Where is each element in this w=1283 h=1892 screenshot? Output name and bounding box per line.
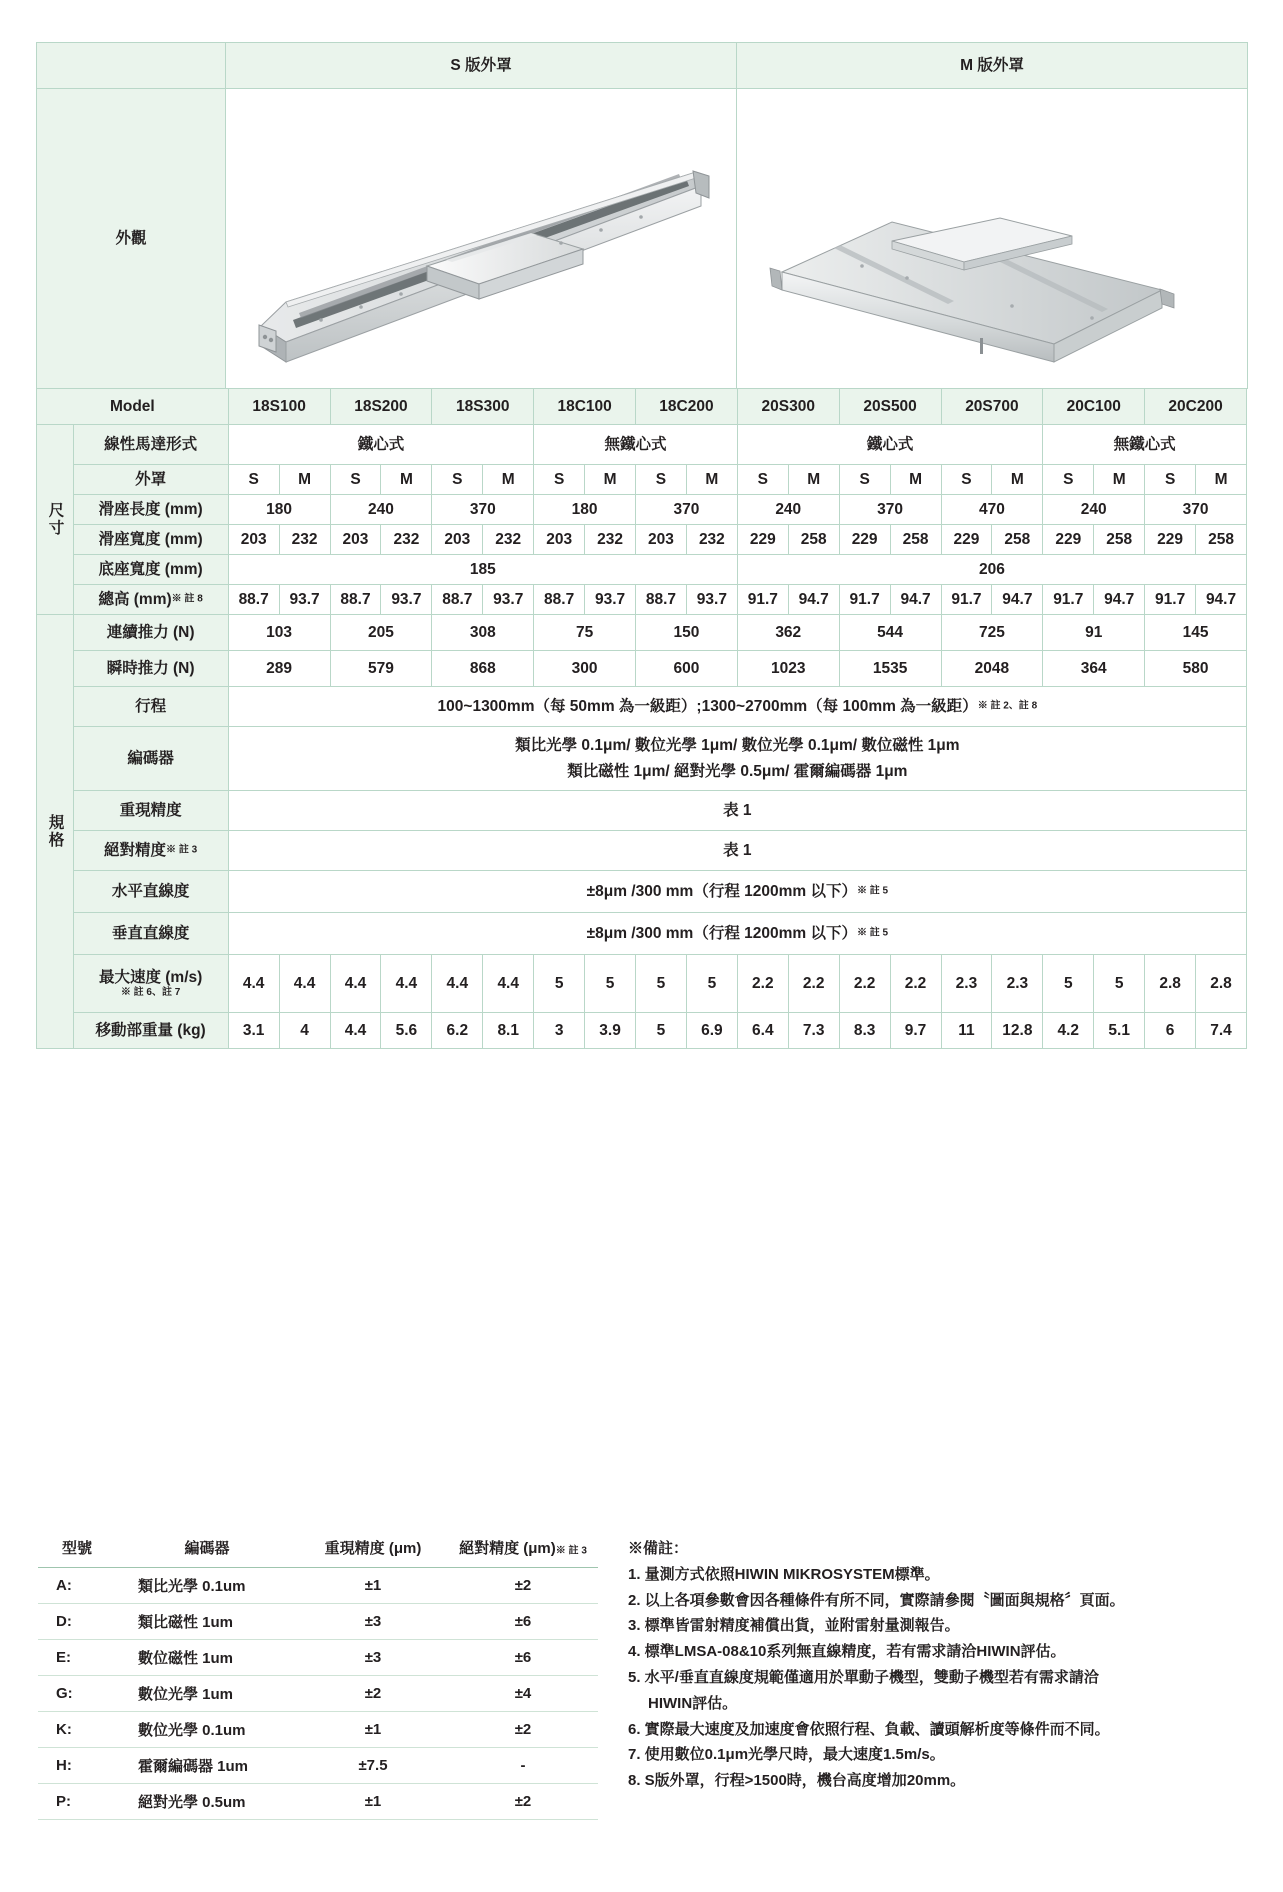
enc-code-2: E: <box>38 1640 116 1676</box>
enc-rep-1: ±3 <box>298 1604 448 1640</box>
moving-mass-5: 8.1 <box>483 1013 534 1049</box>
slider-width-19: 258 <box>1196 525 1247 555</box>
specification-table <box>36 388 1247 1049</box>
model-20S300: 20S300 <box>737 389 839 425</box>
row-label-moving-mass: 移動部重量 (kg) <box>73 1013 228 1049</box>
moving-mass-0: 3.1 <box>228 1013 279 1049</box>
cover-16: S <box>1043 465 1094 495</box>
remark-item-1: 1. 量測方式依照HIWIN MIKROSYSTEM標準。 <box>628 1565 940 1583</box>
total-height-17: 94.7 <box>1094 585 1145 615</box>
total-height-7: 93.7 <box>585 585 636 615</box>
continuous-force-1: 205 <box>330 615 432 651</box>
enc-rep-2: ±3 <box>298 1640 448 1676</box>
cover-9: M <box>686 465 737 495</box>
continuous-force-9: 145 <box>1145 615 1247 651</box>
total-height-9: 93.7 <box>686 585 737 615</box>
slider-length-7: 470 <box>941 495 1043 525</box>
total-height-14: 91.7 <box>941 585 992 615</box>
remark-item-4: 4. 標準LMSA-08&10系列無直線精度，若有需求請洽HIWIN評估。 <box>628 1643 1066 1661</box>
moving-mass-2: 4.4 <box>330 1013 381 1049</box>
max-speed-15: 2.3 <box>992 955 1043 1013</box>
total-height-10: 91.7 <box>737 585 788 615</box>
cover-0: S <box>228 465 279 495</box>
moving-mass-15: 12.8 <box>992 1013 1043 1049</box>
motor-type-2: 無鐵心式 <box>534 425 738 465</box>
cover-15: M <box>992 465 1043 495</box>
slider-length-1: 240 <box>330 495 432 525</box>
stroke-text: 100~1300mm（每 50mm 為一級距）;1300~2700mm（每 100mm 為一級距） <box>437 697 978 715</box>
moving-mass-10: 6.4 <box>737 1013 788 1049</box>
row-label-motor-type: 線性馬達形式 <box>73 425 228 465</box>
base-width-1: 206 <box>737 555 1246 585</box>
encoder-line-2: 類比磁性 1μm/ 絕對光學 0.5μm/ 霍爾編碼器 1μm <box>567 762 908 780</box>
row-label-encoder: 編碼器 <box>73 727 228 791</box>
cover-7: M <box>585 465 636 495</box>
peak-force-0: 289 <box>228 651 330 687</box>
cover-3: M <box>381 465 432 495</box>
table-row <box>38 1784 598 1820</box>
motor-type-3: 鐵心式 <box>737 425 1042 465</box>
enc-abs-0: ±2 <box>448 1568 598 1604</box>
cover-8: S <box>636 465 687 495</box>
enc-abs-4: ±2 <box>448 1712 598 1748</box>
total-height-18: 91.7 <box>1145 585 1196 615</box>
max-speed-10: 2.2 <box>737 955 788 1013</box>
slider-width-8: 203 <box>636 525 687 555</box>
enc-name-6: 絕對光學 0.5um <box>116 1784 298 1820</box>
absolute-accuracy-note: ※ 註 3 <box>166 844 198 856</box>
horizontal-straightness-text: ±8μm /300 mm（行程 1200mm 以下） <box>586 882 857 900</box>
max-speed-14: 2.3 <box>941 955 992 1013</box>
max-speed-11: 2.2 <box>788 955 839 1013</box>
linear-stage-m-illustration <box>742 94 1242 384</box>
appearance-header-s: S 版外罩 <box>226 43 737 89</box>
remark-item-7: 7. 使用數位0.1μm光學尺時，最大速度1.5m/s。 <box>628 1746 945 1764</box>
cover-19: M <box>1196 465 1247 495</box>
appearance-corner-cell <box>37 43 226 89</box>
remark-item-5-cont: HIWIN評估。 <box>648 1694 738 1712</box>
peak-force-6: 1535 <box>839 651 941 687</box>
enc-header-encoder: 編碼器 <box>116 1530 298 1568</box>
vertical-straightness-value <box>228 913 1246 955</box>
cover-10: S <box>737 465 788 495</box>
table-row <box>38 1568 598 1604</box>
section-dimension: 尺寸 <box>37 425 74 615</box>
moving-mass-11: 7.3 <box>788 1013 839 1049</box>
enc-name-4: 數位光學 0.1um <box>116 1712 298 1748</box>
slider-width-17: 258 <box>1094 525 1145 555</box>
total-height-12: 91.7 <box>839 585 890 615</box>
max-speed-label-text: 最大速度 (m/s) <box>98 968 203 986</box>
model-18C100: 18C100 <box>534 389 636 425</box>
slider-width-2: 203 <box>330 525 381 555</box>
moving-mass-3: 5.6 <box>381 1013 432 1049</box>
total-height-note: ※ 註 8 <box>171 593 203 605</box>
continuous-force-5: 362 <box>737 615 839 651</box>
enc-header-repeatability: 重現精度 (μm) <box>298 1530 448 1568</box>
moving-mass-7: 3.9 <box>585 1013 636 1049</box>
row-label-total-height <box>73 585 228 615</box>
moving-mass-16: 4.2 <box>1043 1013 1094 1049</box>
total-height-16: 91.7 <box>1043 585 1094 615</box>
max-speed-12: 2.2 <box>839 955 890 1013</box>
encoder-line-1: 類比光學 0.1μm/ 數位光學 1μm/ 數位光學 0.1μm/ 數位磁性 1μm <box>515 737 960 755</box>
row-label-base-width: 底座寬度 (mm) <box>73 555 228 585</box>
slider-width-18: 229 <box>1145 525 1196 555</box>
enc-name-3: 數位光學 1um <box>116 1676 298 1712</box>
enc-abs-5: - <box>448 1748 598 1784</box>
model-18S300: 18S300 <box>432 389 534 425</box>
cover-13: M <box>890 465 941 495</box>
remark-item-2: 2. 以上各項參數會因各種條件有所不同，實際請參閱〝圖面與規格〞頁面。 <box>628 1591 1125 1609</box>
moving-mass-6: 3 <box>534 1013 585 1049</box>
slider-width-14: 229 <box>941 525 992 555</box>
max-speed-6: 5 <box>534 955 585 1013</box>
repeatability-value: 表 1 <box>228 791 1246 831</box>
total-height-4: 88.7 <box>432 585 483 615</box>
cover-17: M <box>1094 465 1145 495</box>
absolute-accuracy-label-text: 絕對精度 <box>104 841 167 859</box>
enc-name-5: 霍爾編碼器 1um <box>116 1748 298 1784</box>
enc-name-2: 數位磁性 1um <box>116 1640 298 1676</box>
horizontal-straightness-value <box>228 871 1246 913</box>
continuous-force-3: 75 <box>534 615 636 651</box>
peak-force-5: 1023 <box>737 651 839 687</box>
remark-item-6: 6. 實際最大速度及加速度會依照行程、負載、讀頭解析度等條件而不同。 <box>628 1720 1110 1738</box>
enc-code-3: G: <box>38 1676 116 1712</box>
remarks-block <box>628 1536 1268 1794</box>
moving-mass-9: 6.9 <box>686 1013 737 1049</box>
row-label-stroke: 行程 <box>73 687 228 727</box>
total-height-15: 94.7 <box>992 585 1043 615</box>
remark-item-5: 5. 水平/垂直直線度規範僅適用於單動子機型，雙動子機型若有需求請洽 <box>628 1668 1099 1686</box>
slider-width-4: 203 <box>432 525 483 555</box>
remark-item-8: 8. S版外罩，行程>1500時，機台高度增加20mm。 <box>628 1772 966 1790</box>
row-label-peak-force: 瞬時推力 (N) <box>73 651 228 687</box>
slider-length-6: 370 <box>839 495 941 525</box>
slider-width-11: 258 <box>788 525 839 555</box>
moving-mass-18: 6 <box>1145 1013 1196 1049</box>
enc-abs-2: ±6 <box>448 1640 598 1676</box>
enc-name-0: 類比光學 0.1um <box>116 1568 298 1604</box>
slider-length-4: 370 <box>636 495 738 525</box>
enc-header-absolute <box>448 1530 598 1568</box>
slider-length-3: 180 <box>534 495 636 525</box>
max-speed-13: 2.2 <box>890 955 941 1013</box>
enc-header-absolute-text: 絕對精度 (μm) <box>459 1540 556 1557</box>
moving-mass-1: 4 <box>279 1013 330 1049</box>
stroke-value <box>228 687 1246 727</box>
model-20S500: 20S500 <box>839 389 941 425</box>
slider-width-13: 258 <box>890 525 941 555</box>
max-speed-note: ※ 註 6、註 7 <box>120 986 181 998</box>
model-18S100: 18S100 <box>228 389 330 425</box>
max-speed-5: 4.4 <box>483 955 534 1013</box>
row-label-absolute-accuracy <box>73 831 228 871</box>
appearance-table <box>36 42 1248 389</box>
row-label-horizontal-straightness: 水平直線度 <box>73 871 228 913</box>
encoder-accuracy-table <box>38 1530 598 1820</box>
appearance-image-s <box>226 89 737 389</box>
continuous-force-2: 308 <box>432 615 534 651</box>
row-label-repeatability: 重現精度 <box>73 791 228 831</box>
continuous-force-4: 150 <box>636 615 738 651</box>
cover-14: S <box>941 465 992 495</box>
cover-12: S <box>839 465 890 495</box>
total-height-8: 88.7 <box>636 585 687 615</box>
continuous-force-6: 544 <box>839 615 941 651</box>
table-row <box>38 1604 598 1640</box>
moving-mass-8: 5 <box>636 1013 687 1049</box>
continuous-force-0: 103 <box>228 615 330 651</box>
section-specification: 規格 <box>37 615 74 1049</box>
motor-type-4: 無鐵心式 <box>1043 425 1247 465</box>
appearance-row-label: 外觀 <box>37 89 226 389</box>
enc-rep-5: ±7.5 <box>298 1748 448 1784</box>
slider-length-0: 180 <box>228 495 330 525</box>
total-height-label-text: 總高 (mm) <box>98 590 172 608</box>
cover-1: M <box>279 465 330 495</box>
slider-width-6: 203 <box>534 525 585 555</box>
slider-length-2: 370 <box>432 495 534 525</box>
max-speed-0: 4.4 <box>228 955 279 1013</box>
max-speed-17: 5 <box>1094 955 1145 1013</box>
max-speed-4: 4.4 <box>432 955 483 1013</box>
continuous-force-7: 725 <box>941 615 1043 651</box>
cover-4: S <box>432 465 483 495</box>
table-row <box>38 1712 598 1748</box>
base-width-0: 185 <box>228 555 737 585</box>
horizontal-straightness-note: ※ 註 5 <box>856 885 889 897</box>
cover-18: S <box>1145 465 1196 495</box>
enc-name-1: 類比磁性 1um <box>116 1604 298 1640</box>
total-height-3: 93.7 <box>381 585 432 615</box>
total-height-1: 93.7 <box>279 585 330 615</box>
cover-5: M <box>483 465 534 495</box>
max-speed-1: 4.4 <box>279 955 330 1013</box>
motor-type-1: 鐵心式 <box>228 425 533 465</box>
moving-mass-12: 8.3 <box>839 1013 890 1049</box>
total-height-5: 93.7 <box>483 585 534 615</box>
slider-length-5: 240 <box>737 495 839 525</box>
stroke-note: ※ 註 2、註 8 <box>977 700 1038 712</box>
model-18S200: 18S200 <box>330 389 432 425</box>
enc-header-absolute-note: ※ 註 3 <box>555 1545 587 1557</box>
appearance-image-m <box>737 89 1248 389</box>
total-height-13: 94.7 <box>890 585 941 615</box>
peak-force-2: 868 <box>432 651 534 687</box>
row-label-slider-width: 滑座寬度 (mm) <box>73 525 228 555</box>
slider-width-7: 232 <box>585 525 636 555</box>
max-speed-3: 4.4 <box>381 955 432 1013</box>
slider-width-3: 232 <box>381 525 432 555</box>
enc-rep-6: ±1 <box>298 1784 448 1820</box>
moving-mass-17: 5.1 <box>1094 1013 1145 1049</box>
moving-mass-14: 11 <box>941 1013 992 1049</box>
moving-mass-13: 9.7 <box>890 1013 941 1049</box>
max-speed-18: 2.8 <box>1145 955 1196 1013</box>
slider-length-9: 370 <box>1145 495 1247 525</box>
peak-force-9: 580 <box>1145 651 1247 687</box>
enc-code-0: A: <box>38 1568 116 1604</box>
model-20C200: 20C200 <box>1145 389 1247 425</box>
table-row <box>38 1676 598 1712</box>
enc-code-5: H: <box>38 1748 116 1784</box>
enc-abs-3: ±4 <box>448 1676 598 1712</box>
peak-force-3: 300 <box>534 651 636 687</box>
table-row <box>38 1748 598 1784</box>
row-label-slider-length: 滑座長度 (mm) <box>73 495 228 525</box>
row-label-continuous-force: 連續推力 (N) <box>73 615 228 651</box>
peak-force-4: 600 <box>636 651 738 687</box>
slider-width-9: 232 <box>686 525 737 555</box>
max-speed-16: 5 <box>1043 955 1094 1013</box>
moving-mass-19: 7.4 <box>1196 1013 1247 1049</box>
peak-force-8: 364 <box>1043 651 1145 687</box>
linear-stage-s-illustration <box>231 94 731 384</box>
enc-code-1: D: <box>38 1604 116 1640</box>
enc-abs-1: ±6 <box>448 1604 598 1640</box>
slider-length-8: 240 <box>1043 495 1145 525</box>
absolute-accuracy-value: 表 1 <box>228 831 1246 871</box>
model-18C200: 18C200 <box>636 389 738 425</box>
cover-6: S <box>534 465 585 495</box>
row-label-cover: 外罩 <box>73 465 228 495</box>
cover-2: S <box>330 465 381 495</box>
max-speed-9: 5 <box>686 955 737 1013</box>
encoder-value <box>228 727 1246 791</box>
max-speed-7: 5 <box>585 955 636 1013</box>
continuous-force-8: 91 <box>1043 615 1145 651</box>
slider-width-15: 258 <box>992 525 1043 555</box>
row-label-max-speed <box>73 955 228 1013</box>
model-20S700: 20S700 <box>941 389 1043 425</box>
total-height-6: 88.7 <box>534 585 585 615</box>
total-height-19: 94.7 <box>1196 585 1247 615</box>
slider-width-5: 232 <box>483 525 534 555</box>
row-label-vertical-straightness: 垂直直線度 <box>73 913 228 955</box>
max-speed-2: 4.4 <box>330 955 381 1013</box>
max-speed-19: 2.8 <box>1196 955 1247 1013</box>
remark-item-3: 3. 標準皆雷射精度補償出貨，並附雷射量測報告。 <box>628 1617 960 1635</box>
total-height-2: 88.7 <box>330 585 381 615</box>
moving-mass-4: 6.2 <box>432 1013 483 1049</box>
slider-width-12: 229 <box>839 525 890 555</box>
model-20C100: 20C100 <box>1043 389 1145 425</box>
max-speed-8: 5 <box>636 955 687 1013</box>
vertical-straightness-text: ±8μm /300 mm（行程 1200mm 以下） <box>586 924 857 942</box>
vertical-straightness-note: ※ 註 5 <box>856 927 889 939</box>
slider-width-1: 232 <box>279 525 330 555</box>
enc-abs-6: ±2 <box>448 1784 598 1820</box>
enc-rep-3: ±2 <box>298 1676 448 1712</box>
total-height-0: 88.7 <box>228 585 279 615</box>
enc-header-model: 型號 <box>38 1530 116 1568</box>
slider-width-10: 229 <box>737 525 788 555</box>
cover-11: M <box>788 465 839 495</box>
table-row <box>38 1640 598 1676</box>
appearance-header-m: M 版外罩 <box>737 43 1248 89</box>
model-label: Model <box>37 389 229 425</box>
peak-force-1: 579 <box>330 651 432 687</box>
remarks-title: ※備註： <box>628 1540 689 1557</box>
enc-code-6: P: <box>38 1784 116 1820</box>
slider-width-0: 203 <box>228 525 279 555</box>
enc-rep-0: ±1 <box>298 1568 448 1604</box>
enc-rep-4: ±1 <box>298 1712 448 1748</box>
enc-code-4: K: <box>38 1712 116 1748</box>
slider-width-16: 229 <box>1043 525 1094 555</box>
peak-force-7: 2048 <box>941 651 1043 687</box>
total-height-11: 94.7 <box>788 585 839 615</box>
